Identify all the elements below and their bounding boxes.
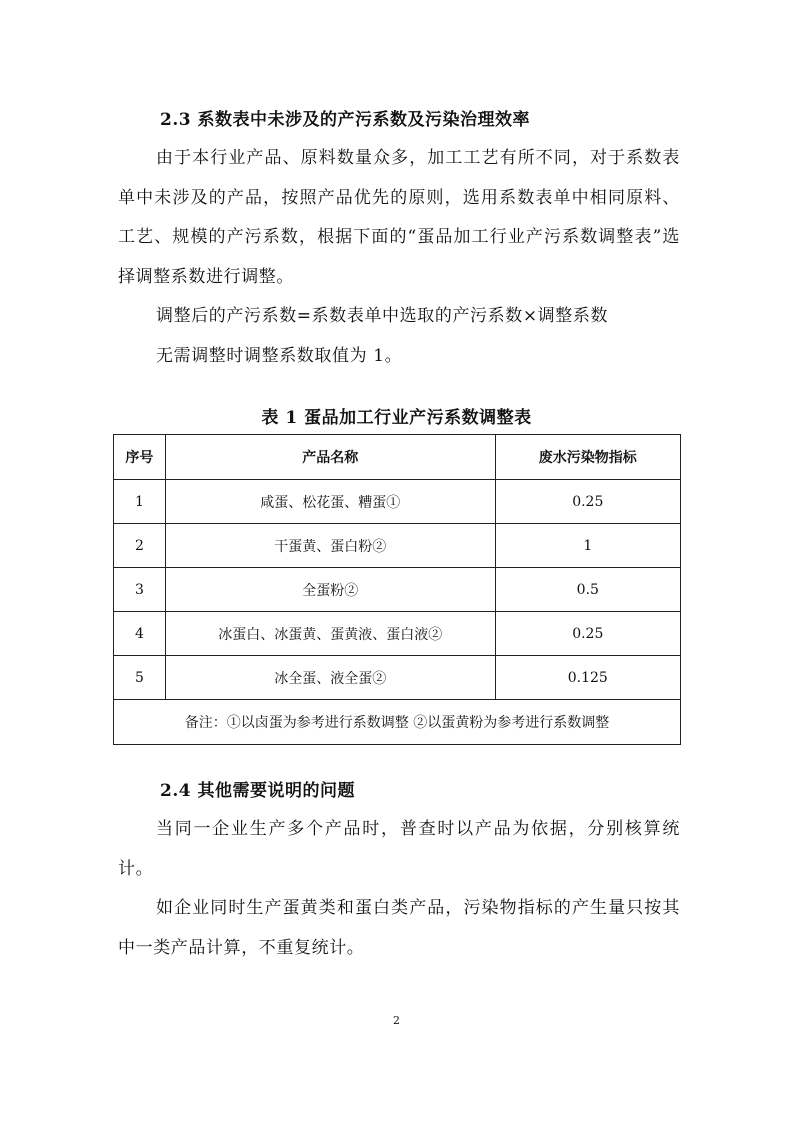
row-no: 5 — [114, 656, 166, 700]
table-note-row — [114, 700, 681, 745]
table-note: 备注：①以卤蛋为参考进行系数调整 ②以蛋黄粉为参考进行系数调整 — [114, 700, 681, 745]
header-product-name: 产品名称 — [165, 435, 495, 480]
section-2-4-heading: 2.4 其他需要说明的问题 — [160, 781, 355, 801]
row-value: 1 — [495, 524, 680, 568]
section-2-4-paragraph-2: 如企业同时生产蛋黄类和蛋白类产品，污染物指标的产生量只按其中一类产品计算，不重复统计。 — [118, 898, 680, 958]
row-value: 0.125 — [495, 656, 680, 700]
row-value: 0.25 — [495, 612, 680, 656]
row-no: 1 — [114, 480, 166, 524]
table-caption: 表 1 蛋品加工行业产污系数调整表 — [261, 408, 532, 428]
table-row — [114, 656, 681, 700]
coefficient-table — [113, 434, 681, 745]
row-product-name: 咸蛋、松花蛋、糟蛋① — [165, 480, 495, 524]
table-row — [114, 524, 681, 568]
row-no: 2 — [114, 524, 166, 568]
row-value: 0.25 — [495, 480, 680, 524]
row-product-name: 干蛋黄、蛋白粉② — [165, 524, 495, 568]
table-row — [114, 480, 681, 524]
section-2-3-paragraph-3: 无需调整时调整系数取值为 1。 — [156, 346, 403, 366]
header-no: 序号 — [114, 435, 166, 480]
table-row — [114, 612, 681, 656]
row-product-name: 冰蛋白、冰蛋黄、蛋黄液、蛋白液② — [165, 612, 495, 656]
section-2-3-heading: 2.3 系数表中未涉及的产污系数及污染治理效率 — [160, 110, 530, 130]
header-wastewater-index: 废水污染物指标 — [495, 435, 680, 480]
section-2-3-paragraph-1: 由于本行业产品、原料数量众多，加工工艺有所不同，对于系数表单中未涉及的产品，按照产品优先的原则，选用系数表单中相同原料、工艺、规模的产污系数，根据下面的“蛋品加工行业产污系数调整表”选择调整系数进行调整。 — [118, 148, 680, 287]
table-row — [114, 568, 681, 612]
row-value: 0.5 — [495, 568, 680, 612]
section-2-3-paragraph-2: 调整后的产污系数=系数表单中选取的产污系数×调整系数 — [156, 306, 609, 326]
row-product-name: 全蛋粉② — [165, 568, 495, 612]
table-header-row — [114, 435, 681, 480]
row-no: 4 — [114, 612, 166, 656]
page-number: 2 — [393, 1014, 400, 1027]
row-product-name: 冰全蛋、液全蛋② — [165, 656, 495, 700]
section-2-4-paragraph-1: 当同一企业生产多个产品时，普查时以产品为依据，分别核算统计。 — [118, 819, 680, 879]
row-no: 3 — [114, 568, 166, 612]
